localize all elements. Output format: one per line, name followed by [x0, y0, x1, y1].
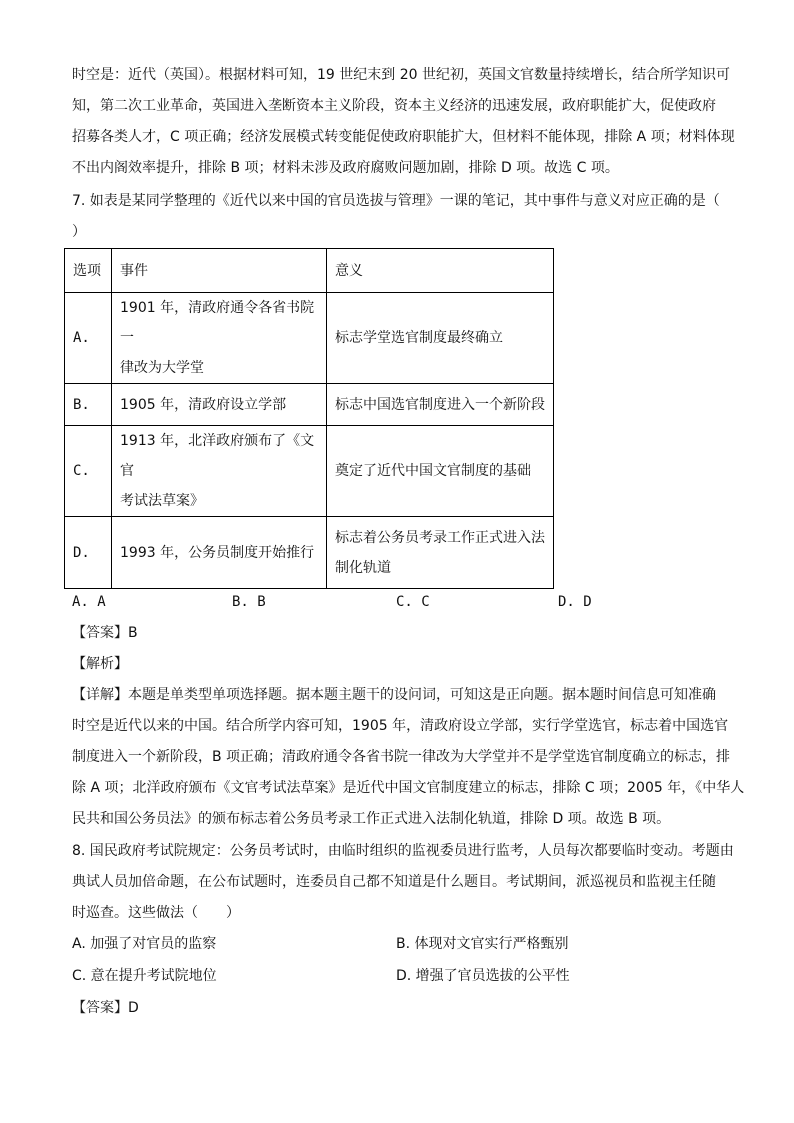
text-line: 时空是近代以来的中国。结合所学内容可知，1905 年，清政府设立学部，实行学堂选官，标志着中国选官 — [72, 718, 729, 734]
text-line: 民共和国公务员法》的颁布标志着公务员考录工作正式进入法制化轨道，排除 D 项。故选 B 项。 — [72, 811, 671, 827]
q6-explanation — [72, 60, 735, 184]
cell-line: 标志学堂选官制度最终确立 — [335, 330, 503, 346]
text-line — [72, 618, 724, 649]
cell-line: 标志着公务员考录工作正式进入法 — [335, 529, 545, 546]
text-line — [72, 993, 724, 1024]
text-line: 7. 如表是某同学整理的《近代以来中国的官员选拔与管理》一课的笔记，其中事件与意义对应正确的是（ — [72, 193, 720, 209]
header-cell-event: 事件 — [112, 249, 327, 293]
option-cell: C. — [65, 426, 112, 517]
option-cell: D. — [65, 517, 112, 589]
meaning-cell — [327, 517, 554, 589]
meaning-cell — [327, 384, 554, 426]
text-line: 不出内阁效率提升，排除 B 项；材料未涉及政府腐败问题加剧，排除 D 项。故选 C 项。 — [72, 160, 619, 176]
table-row — [65, 384, 554, 426]
event-cell — [112, 384, 327, 426]
q7-options — [72, 587, 752, 618]
cell-line: 1993 年，公务员制度开始推行 — [120, 544, 315, 561]
table-header-row — [65, 249, 554, 293]
meaning-cell — [327, 426, 554, 517]
cell-line: 奠定了近代中国文官制度的基础 — [335, 463, 531, 479]
cell-line: 1901 年，清政府通令各省书院一 — [120, 300, 315, 346]
q7-table — [64, 248, 554, 589]
text-line: 时巡查。这些做法（ ） — [72, 905, 240, 921]
option-a: A. 加强了对官员的监察 — [72, 936, 217, 952]
event-cell — [112, 517, 327, 589]
answer-value: B — [128, 625, 138, 641]
text-line: 典试人员加倍命题，在公布试题时，连委员自己都不知道是什么题目。考试期间，派巡视员和监视主任随 — [72, 874, 716, 890]
option-a: A. A — [72, 594, 106, 610]
option-c: C. 意在提升考试院地位 — [72, 968, 217, 984]
table-row — [65, 293, 554, 384]
option-cell: A. — [65, 293, 112, 384]
cell-line: 制化轨道 — [335, 559, 391, 576]
q8-answer — [72, 993, 724, 1024]
q7-stem — [72, 186, 724, 248]
q8-options-row2 — [72, 961, 752, 992]
cell-line: 考试法草案》 — [120, 493, 204, 509]
event-cell — [112, 426, 327, 517]
cell-line: 律改为大学堂 — [120, 360, 204, 376]
q8-stem — [72, 836, 734, 929]
q8-options-row1 — [72, 929, 752, 960]
text-line: ） — [72, 224, 86, 240]
table-row — [65, 517, 554, 589]
text-line: 8. 国民政府考试院规定：公务员考试时，由临时组织的监视委员进行监考，人员每次都要临时变动。考题由 — [72, 843, 734, 859]
analysis-tag: 【解析】 — [72, 656, 128, 672]
option-b: B. B — [232, 594, 266, 610]
option-cell: B. — [65, 384, 112, 426]
answer-tag: 【答案】 — [72, 625, 128, 641]
text-line: 除 A 项；北洋政府颁布《文官考试法草案》是近代中国文官制度建立的标志，排除 C 项；2005 年，《中华人 — [72, 780, 745, 796]
text-line: 制度进入一个新阶段，B 项正确；清政府通令各省书院一律改为大学堂并不是学堂选官制度确立的标志，排 — [72, 749, 731, 765]
option-d: D. 增强了官员选拔的公平性 — [396, 968, 570, 984]
option-b: B. 体现对文官实行严格甄别 — [396, 936, 569, 952]
text-line: 知，第二次工业革命，英国进入垄断资本主义阶段，资本主义经济的迅速发展，政府职能扩大，促使政府 — [72, 98, 716, 114]
q7-answer — [72, 618, 724, 680]
option-c: C. C — [396, 594, 430, 610]
cell-line: 1905 年，清政府设立学部 — [120, 396, 287, 413]
text-line: 【详解】本题是单类型单项选择题。据本题主题干的设问词，可知这是正向题。据本题时间信息可知准确 — [72, 687, 716, 703]
text-line: 招募各类人才，C 项正确；经济发展模式转变能促使政府职能扩大，但材料不能体现，排除 A 项；材料体现 — [72, 129, 735, 145]
header-cell-option: 选项 — [65, 249, 112, 293]
answer-value: D — [128, 1000, 139, 1016]
text-line: 时空是：近代（英国）。根据材料可知，19 世纪末到 20 世纪初，英国文官数量持续增长，结合所学知识可 — [72, 67, 730, 83]
meaning-cell — [327, 293, 554, 384]
q7-detail — [72, 680, 745, 835]
cell-line: 标志中国选官制度进入一个新阶段 — [335, 396, 545, 413]
option-d: D. D — [558, 594, 592, 610]
answer-tag: 【答案】 — [72, 1000, 128, 1016]
table-row — [65, 426, 554, 517]
event-cell — [112, 293, 327, 384]
cell-line: 1913 年，北洋政府颁布了《文官 — [120, 433, 315, 479]
header-cell-meaning: 意义 — [327, 249, 554, 293]
